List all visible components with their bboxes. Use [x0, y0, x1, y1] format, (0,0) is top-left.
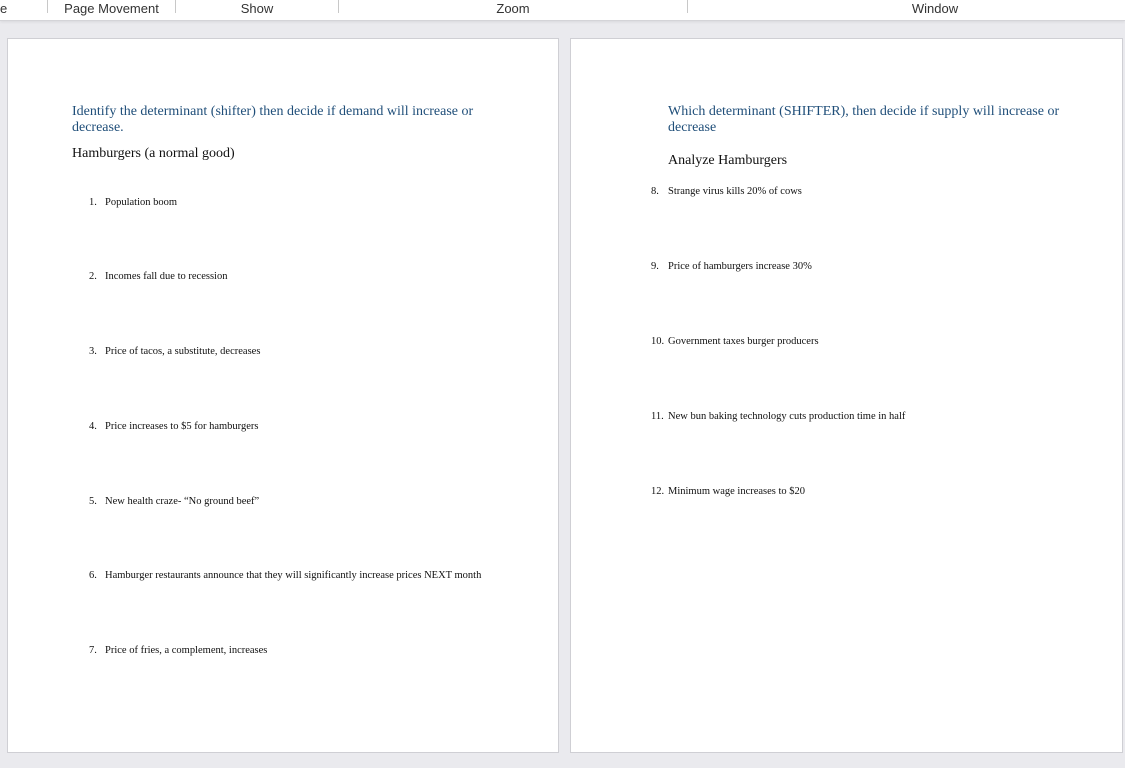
demand-subheading: Hamburgers (a normal good)	[72, 146, 235, 161]
ribbon-group-show: Show	[240, 1, 274, 16]
question-item: 2. Incomes fall due to recession	[89, 271, 228, 282]
question-item: 10. Government taxes burger producers	[651, 336, 819, 347]
question-item: 8. Strange virus kills 20% of cows	[651, 186, 802, 197]
question-item: 6. Hamburger restaurants announce that they will significantly increase prices NEXT month	[89, 570, 482, 581]
supply-instructions-heading: Which determinant (SHIFTER), then decide if supply will increase or decrease	[668, 104, 1060, 135]
document-page-right[interactable]	[570, 38, 1123, 753]
ribbon-group-partial-label: e	[0, 1, 8, 16]
question-item: 9. Price of hamburgers increase 30%	[651, 261, 812, 272]
question-item: 1. Population boom	[89, 197, 178, 208]
demand-instructions-heading: Identify the determinant (shifter) then decide if demand will increase or decrease.	[72, 104, 474, 135]
ribbon-group-zoom: Zoom	[496, 1, 530, 16]
question-item: 11. New bun baking technology cuts production time in half	[651, 411, 906, 422]
question-item: 5. New health craze- “No ground beef”	[89, 496, 260, 507]
question-item: 7. Price of fries, a complement, increases	[89, 645, 268, 656]
question-item: 3. Price of tacos, a substitute, decreases	[89, 346, 261, 357]
supply-subheading: Analyze Hamburgers	[668, 153, 788, 168]
document-page-left[interactable]	[7, 38, 559, 753]
question-item: 4. Price increases to $5 for hamburgers	[89, 421, 259, 432]
ribbon-bar	[0, 0, 1125, 21]
question-item: 12. Minimum wage increases to $20	[651, 486, 806, 497]
ribbon-group-window: Window	[911, 1, 959, 16]
ribbon-group-page-movement: Page Movement	[64, 1, 159, 16]
